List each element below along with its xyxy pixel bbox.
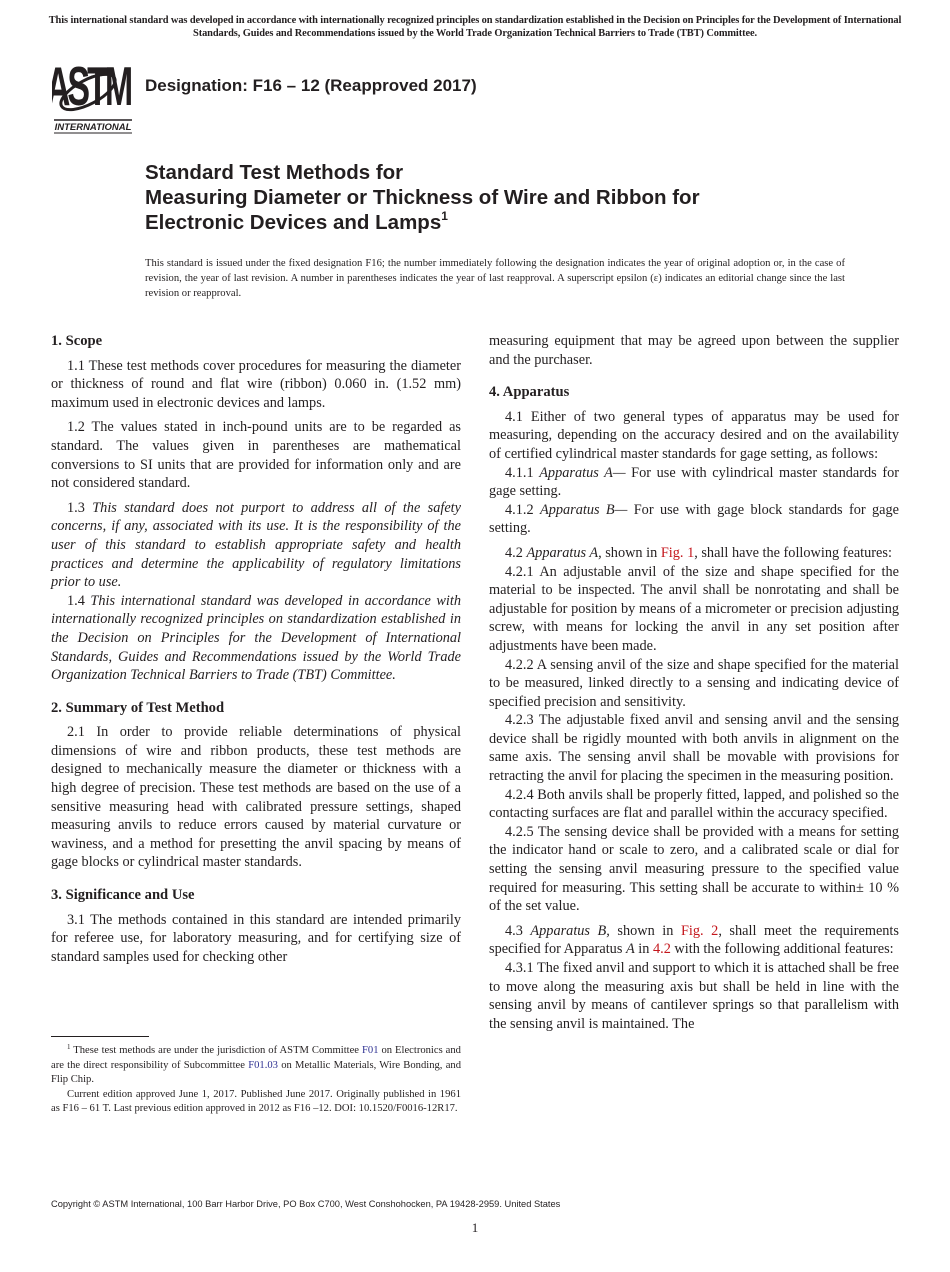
committee-link-f01[interactable]: F01 [362, 1045, 379, 1056]
paragraph-1-1: 1.1 These test methods cover procedures for measuring the diameter or thickness of round and flat wire (ribbon) 0.060 in. (1.52 mm) maximum used in electronic devices and lamps. [51, 357, 461, 411]
apparatus-label: Apparatus B— [539, 501, 628, 518]
footnotes [51, 1044, 461, 1117]
paragraph-1-4-text: This international standard was developed in accordance with internationally recognized principles on standardization established in the Decision on Principles for the Development of International Standards, Guides and Recommendations issued by the World Trade Organization Technical Barriers to Trade (TBT) Committee. [51, 592, 461, 684]
document-title [145, 160, 845, 235]
astm-logo-icon [52, 54, 134, 134]
paragraph-text: For use with cylindrical master standards for gage setting. [489, 464, 900, 500]
copyright-notice: Copyright © ASTM International, 100 Barr Harbor Drive, PO Box C700, West Conshohocken, PA 19428-2959. United States [51, 1199, 561, 1209]
paragraph-text: in [634, 941, 653, 958]
paragraph-number: 4.1.2 [505, 501, 540, 518]
paragraph-number: 4.1.1 [505, 464, 540, 481]
paragraph-1-3-text: This standard does not purport to address all of the safety concerns, if any, associated with its use. It is the responsibility of the user of this standard to establish appropriate safety and health practices and determine the applicability of regulatory limitations prior to use. [51, 499, 461, 591]
wto-notice: This international standard was developed in accordance with internationally recognized principles on standardization established in the Decision on Principles for the Development of International Standards, Guides and Recommendations issued by the World Trade Organization Technical Barriers to Trade (TBT) Committee. [48, 15, 902, 39]
paragraph-text: with the following additional features: [670, 941, 894, 958]
apparatus-label: Apparatus A, [526, 544, 602, 561]
paragraph-text: , shall meet the requirements specified for Apparatus [489, 922, 899, 958]
footnote-edition: Current edition approved June 1, 2017. Published June 2017. Originally published in 1961 as F16 – 61 T. Last previous edition approved in 2012 as F16 –12. DOI: 10.1520/F0016-12R17. [51, 1088, 461, 1115]
footnote-text: on Metallic Materials, Wire Bonding, and Flip Chip. [51, 1059, 461, 1086]
paragraph-number: 4.3 [505, 922, 531, 939]
title-line-3-text: Electronic Devices and Lamps [145, 211, 442, 234]
title-line-3 [145, 210, 845, 235]
figure-2-link[interactable]: Fig. 2 [680, 922, 719, 939]
section-heading-significance: 3. Significance and Use [51, 887, 195, 904]
paragraph-3-1: 3.1 The methods contained in this standard are intended primarily for referee use, for laboratory measuring, and for certifying size of standard samples used for checking other [51, 911, 461, 965]
right-column [489, 332, 899, 1033]
footnote-divider [51, 1036, 149, 1037]
paragraph-number: 1.4 [67, 592, 91, 609]
paragraph-1-4 [51, 592, 461, 685]
figure-1-link[interactable]: Fig. 1 [660, 544, 695, 561]
paragraph-1-3 [51, 499, 461, 592]
title-line-1: Standard Test Methods for [145, 161, 404, 184]
page-number: 1 [471, 1220, 479, 1235]
paragraph-4-2-2: 4.2.2 A sensing anvil of the size and shape specified for the material to be measured, linked directly to a sensing and indicating device of specified precision and sensitivity. [489, 656, 899, 710]
paragraph-4-2-4: 4.2.4 Both anvils shall be properly fitted, lapped, and polished so the contacting surfaces are flat and parallel within the accuracy specified. [489, 786, 899, 822]
footnote-text: These test methods are under the jurisdiction of ASTM Committee [70, 1045, 362, 1056]
section-heading-summary: 2. Summary of Test Method [51, 699, 225, 716]
title-footnote-mark[interactable]: 1 [441, 209, 448, 223]
paragraph-4-1-1 [489, 464, 899, 501]
paragraph-1-2: 1.2 The values stated in inch-pound units are to be regarded as standard. The values given in parentheses are mathematical conversions to SI units that are provided for information only and are not considered standard. [51, 419, 461, 492]
paragraph-4-2-3: 4.2.3 The adjustable fixed anvil and sensing anvil and the sensing device shall be rigidly mounted with both anvils in alignment on the same axis. The sensing anvil shall be movable with provisions for retracting the anvil for placing the specimen in the measuring position. [489, 712, 899, 785]
svg-text:ASTM: ASTM [52, 56, 131, 118]
footnote-mark: 1 [67, 1043, 71, 1051]
paragraph-number: 1.3 [67, 499, 93, 516]
paragraph-4-1: 4.1 Either of two general types of apparatus may be used for measuring, depending on the accuracy desired and on the availability of certified cylindrical master standards for gage setting, as follows: [489, 408, 899, 462]
paragraph-3-1-continued: measuring equipment that may be agreed upon between the supplier and the purchaser. [489, 333, 899, 368]
apparatus-label: Apparatus A— [539, 464, 626, 481]
preamble: This standard is issued under the fixed designation F16; the number immediately following the designation indicates the year of original adoption or, in the case of revision, the year of last revision. A number in parentheses indicates the year of last reapproval. A superscript epsilon (ε) indicates an editorial change since the last revision or reapproval. [145, 258, 845, 299]
paragraph-4-2-1: 4.2.1 An adjustable anvil of the size and shape specified for the material to be inspected. The anvil shall be nonrotating and shall be adjustable for position by means of a micrometer or precision adjusting screw, with means for locking the anvil in any set position after adjustments have been made. [489, 563, 899, 654]
paragraph-text: shown in [601, 544, 661, 561]
apparatus-label: Apparatus B, [530, 922, 610, 939]
paragraph-text: shown in [609, 922, 681, 939]
paragraph-4-1-2 [489, 501, 899, 538]
footnote-text: on Electronics and are the direct responsibility of Subcommittee [51, 1045, 461, 1071]
subcommittee-link-f01-03[interactable]: F01.03 [248, 1059, 278, 1071]
left-column [51, 332, 461, 966]
paragraph-4-3 [489, 922, 899, 959]
svg-text:INTERNATIONAL: INTERNATIONAL [54, 122, 132, 133]
apparatus-letter: A [625, 941, 635, 958]
paragraph-4-3-1: 4.3.1 The fixed anvil and support to which it is attached shall be free to move along the measuring axis but shall be held in line with the sensing anvil by means of cantilever springs so that parallelism with the sensing anvil is maintained. The [489, 960, 899, 1032]
section-4-2-link[interactable]: 4.2 [652, 941, 671, 958]
paragraph-text: For use with gage block standards for gage setting. [489, 501, 899, 537]
paragraph-4-2-5: 4.2.5 The sensing device shall be provided with a means for setting the indicator hand or scale to zero, and a calibrated scale or dial for setting the sensing anvil measuring pressure to the specified value required for measuring. This setting shall be accurate to within± 10 % of the set value. [489, 823, 899, 915]
section-heading-apparatus: 4. Apparatus [489, 384, 570, 401]
footnote-1 [51, 1044, 461, 1088]
designation: Designation: F16 – 12 (Reapproved 2017) [145, 76, 477, 95]
paragraph-4-2 [489, 544, 899, 563]
paragraph-text: , shall have the following features: [694, 544, 892, 561]
section-heading-scope: 1. Scope [51, 333, 103, 349]
title-line-2: Measuring Diameter or Thickness of Wire and Ribbon for [145, 186, 700, 209]
paragraph-number: 4.2 [505, 544, 527, 561]
paragraph-2-1: 2.1 In order to provide reliable determinations of physical dimensions of wire and ribbon products, these test methods are designed to mechanically measure the diameter or thickness with a high degree of precision. These test methods are based on the use of a sensitive measuring head with calibrated pressure settings, shaped measuring anvils to reduce errors caused by material curvature or waviness, and a method for presetting the anvil spacing by means of gage blocks or cylindrical master standards. [51, 724, 461, 871]
